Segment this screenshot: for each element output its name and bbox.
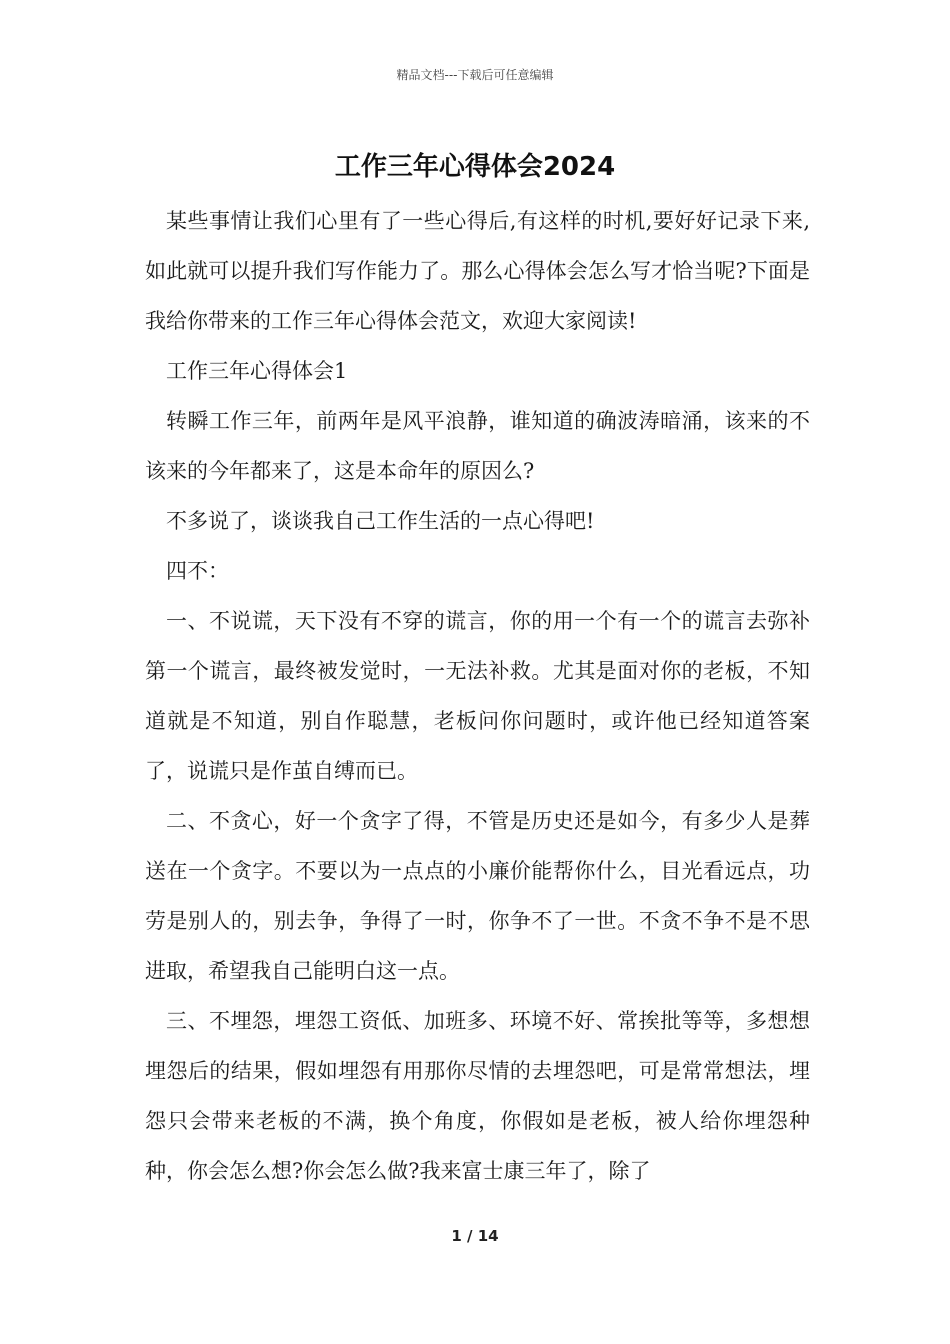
paragraph: 四不： — [166, 559, 229, 583]
document-title: 工作三年心得体会2024 — [334, 152, 616, 182]
paragraph: 不多说了，谈谈我自己工作生活的一点心得吧! — [166, 509, 595, 533]
document-body — [145, 196, 810, 1196]
paragraph: 二、不贪心，好一个贪字了得，不管是历史还是如今，有多少人是葬送在一个贪字。不要以为一点点的小廉价能帮你什么，目光看远点，功劳是别人的，别去争，争得了一时，你争不了一世。不贪不争不是不思进取，希望我自己能明白这一点。 — [145, 809, 810, 983]
paragraph: 转瞬工作三年，前两年是风平浪静，谁知道的确波涛暗涌，该来的不该来的今年都来了，这是本命年的原因么? — [145, 409, 810, 483]
page-number: 1 / 14 — [451, 1227, 499, 1245]
paragraph: 一、不说谎，天下没有不穿的谎言，你的用一个有一个的谎言去弥补第一个谎言，最终被发觉时，一无法补救。尤其是面对你的老板，不知道就是不知道，别自作聪慧，老板问你问题时，或许他已经知道答案了，说谎只是作茧自缚而已。 — [145, 609, 810, 783]
paragraph: 三、不埋怨，埋怨工资低、加班多、环境不好、常挨批等等，多想想埋怨后的结果，假如埋怨有用那你尽情的去埋怨吧，可是常常想法，埋怨只会带来老板的不满，换个角度，你假如是老板，被人给你埋怨种种，你会怎么想?你会怎么做?我来富士康三年了，除了 — [145, 1009, 810, 1183]
paragraph-intro: 某些事情让我们心里有了一些心得后,有这样的时机,要好好记录下来,如此就可以提升我们写作能力了。那么心得体会怎么写才恰当呢?下面是我给你带来的工作三年心得体会范文，欢迎大家阅读! — [145, 209, 810, 333]
section-heading: 工作三年心得体会1 — [166, 359, 348, 383]
header-note: 精品文档---下载后可任意编辑 — [396, 68, 554, 82]
